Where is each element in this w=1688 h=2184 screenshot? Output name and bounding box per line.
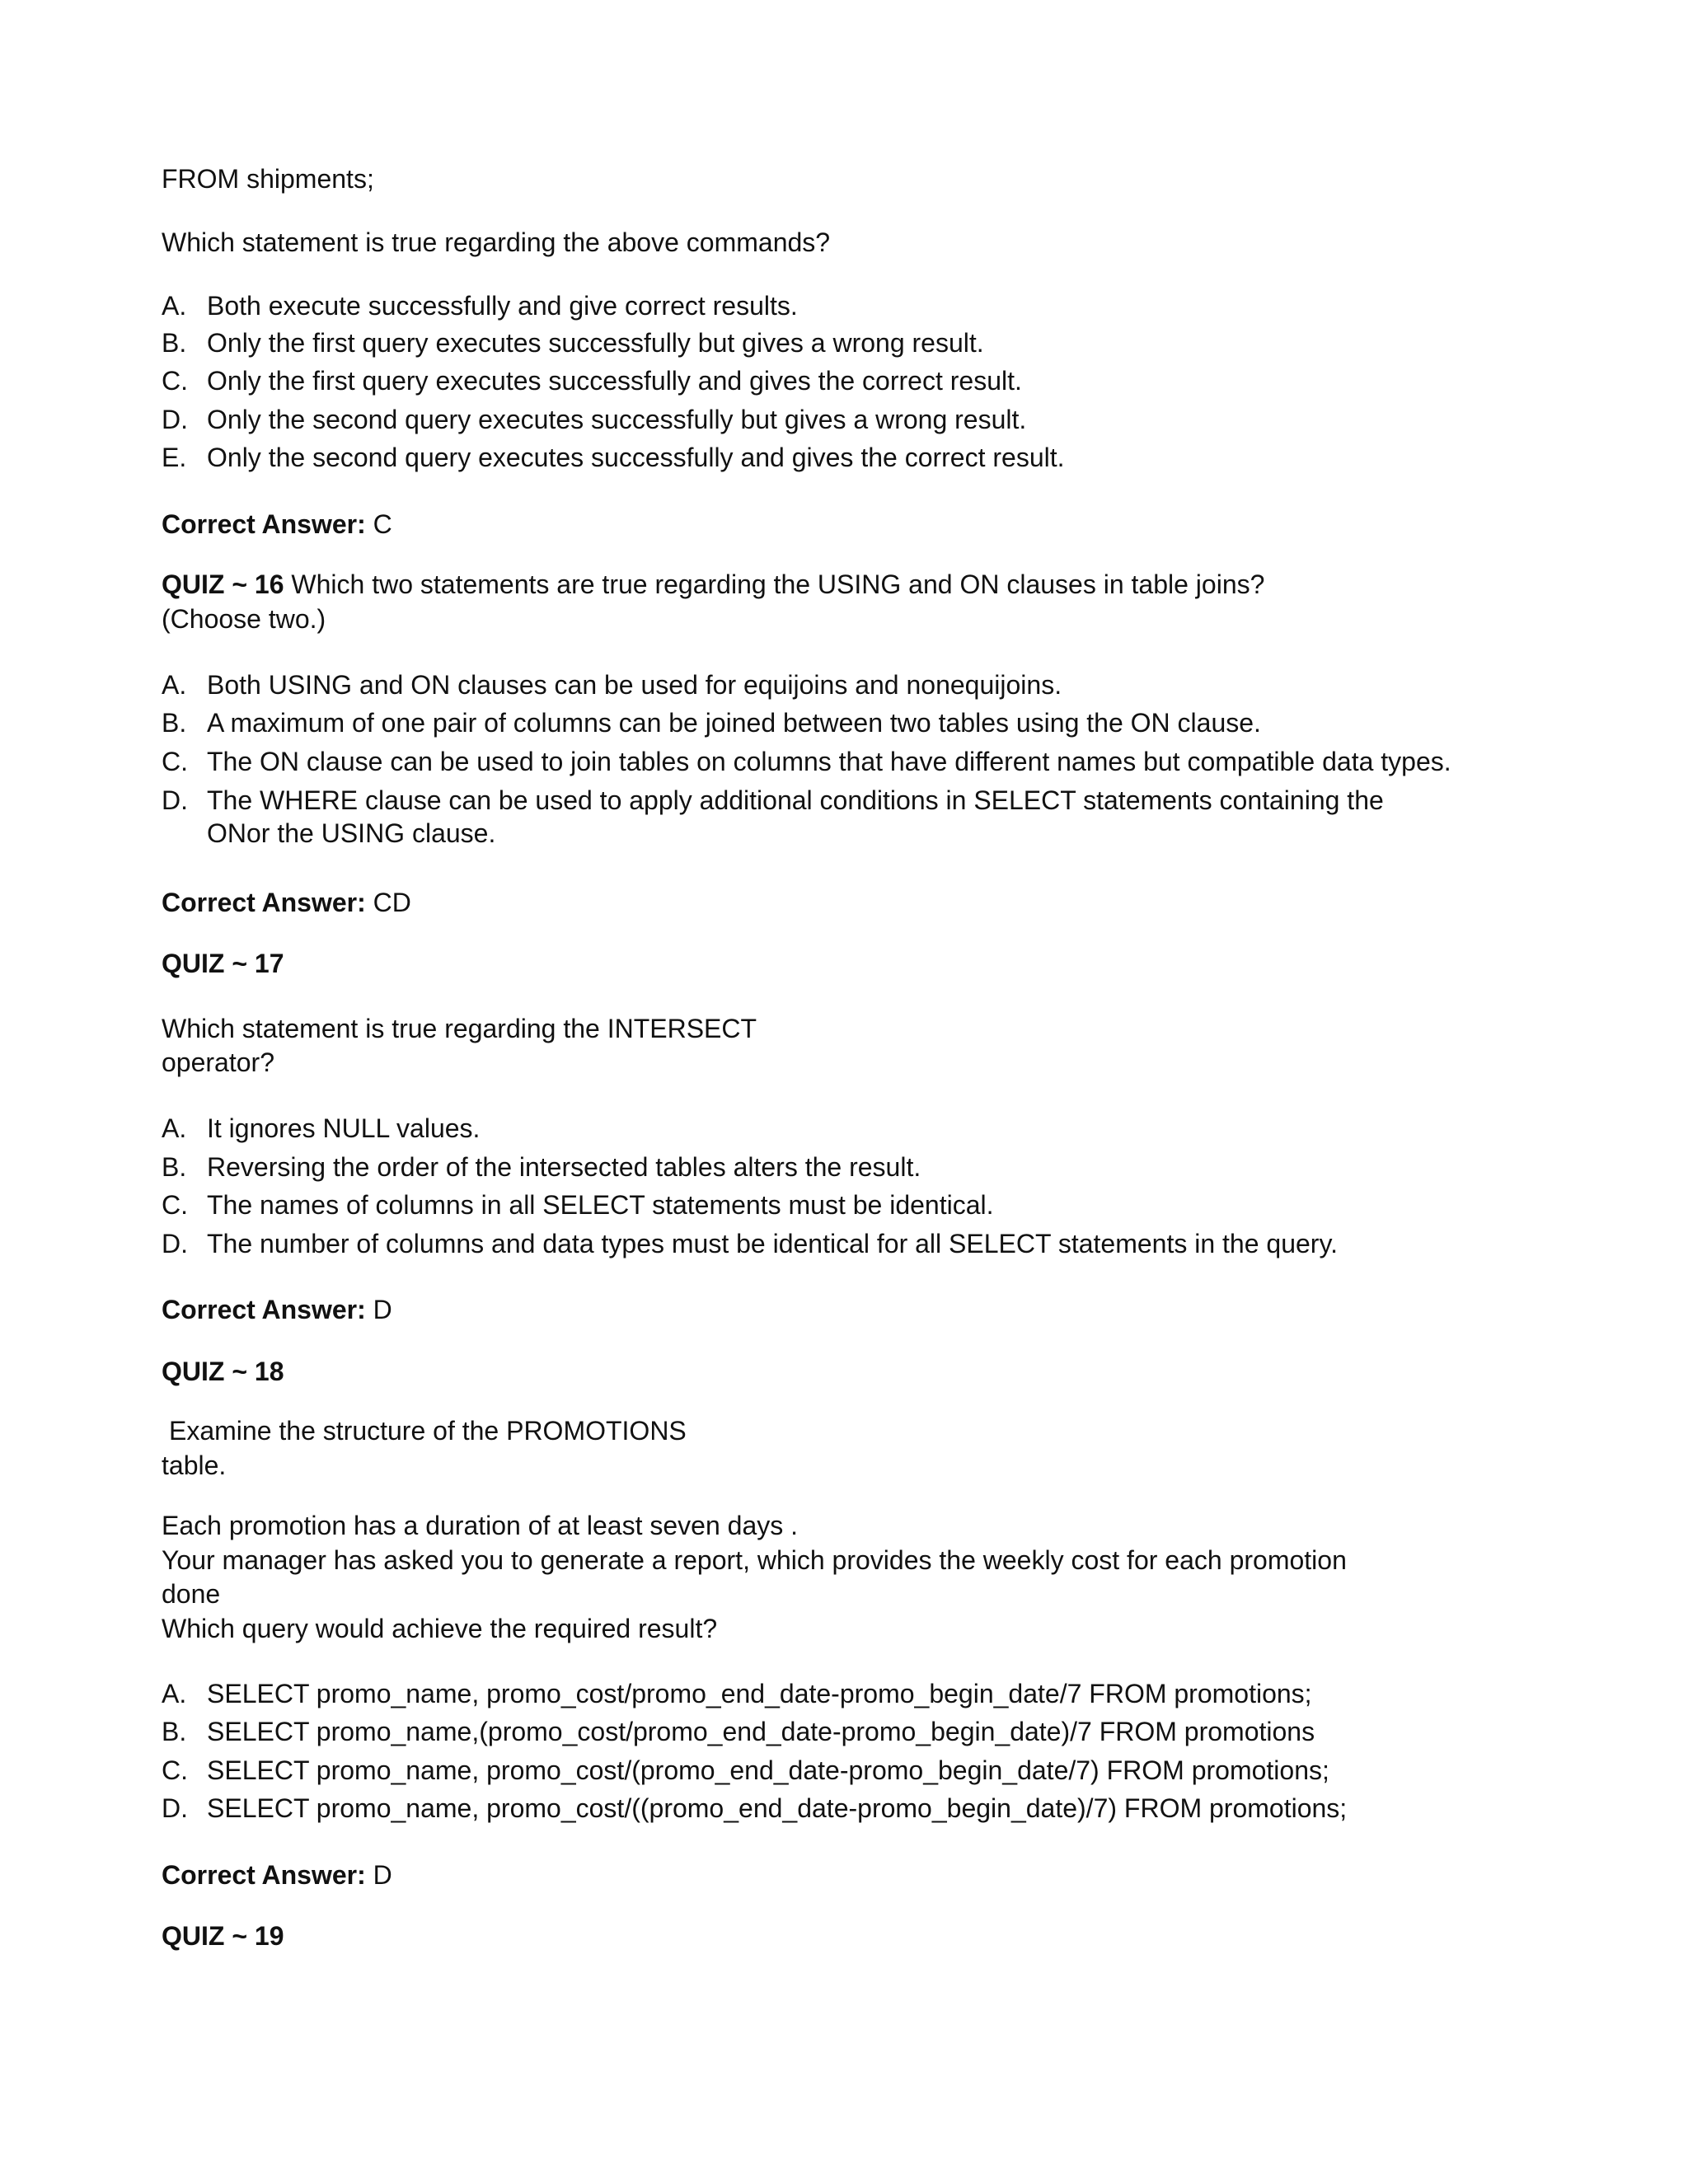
option-text: SELECT promo_name,(promo_cost/promo_end_date-promo_begin_date)/7 FROM promotions (207, 1717, 1315, 1746)
option-d (162, 402, 1026, 437)
correct-answer (162, 507, 392, 541)
option-text: The WHERE clause can be used to apply additional conditions in SELECT statements containing the (207, 785, 1384, 815)
option-letter: D. (162, 1229, 188, 1258)
paragraph-line: Each promotion has a duration of at least seven days . (162, 1511, 799, 1540)
option-a (162, 1111, 480, 1146)
option-e (162, 440, 1065, 475)
option-letter: E. (162, 443, 187, 472)
option-letter: B. (162, 1152, 187, 1182)
answer-value: D (373, 1860, 392, 1890)
option-text: Only the second query executes successfully but gives a wrong result. (207, 405, 1027, 434)
option-d (162, 1791, 1347, 1825)
intro-text-cont: table. (162, 1451, 227, 1480)
answer-value: D (373, 1295, 392, 1324)
option-text: A maximum of one pair of columns can be joined between two tables using the ON clause. (207, 708, 1261, 738)
question-16 (162, 567, 1264, 602)
option-d (162, 783, 1384, 818)
option-letter: C. (162, 1755, 188, 1785)
option-b (162, 1714, 1315, 1749)
question-text-cont: operator? (162, 1047, 274, 1077)
question-text-cont: (Choose two.) (162, 604, 326, 634)
intro-text: Examine the structure of the PROMOTIONS (169, 1416, 687, 1446)
option-text: Reversing the order of the intersected tables alters the result. (207, 1152, 921, 1182)
option-letter: D. (162, 1793, 188, 1823)
option-c (162, 363, 1022, 398)
quiz-label: QUIZ ~ 17 (162, 949, 284, 978)
option-letter: B. (162, 328, 187, 358)
answer-value: CD (373, 888, 411, 917)
option-text: The names of columns in all SELECT statements must be identical. (207, 1190, 994, 1220)
option-text: SELECT promo_name, promo_cost/((promo_end_date-promo_begin_date)/7) FROM promotions; (207, 1793, 1348, 1823)
answer-label: Correct Answer: (162, 509, 366, 539)
option-b (162, 705, 1261, 740)
code-line: FROM shipments; (162, 164, 374, 194)
option-text: Both USING and ON clauses can be used for equijoins and nonequijoins. (207, 670, 1062, 700)
option-letter: A. (162, 1679, 187, 1708)
answer-label: Correct Answer: (162, 1295, 366, 1324)
correct-answer (162, 1292, 392, 1327)
option-text: Only the first query executes successfully but gives a wrong result. (207, 328, 984, 358)
option-text: The ON clause can be used to join tables on columns that have different names but compatible data types. (207, 747, 1451, 776)
option-b (162, 1150, 921, 1184)
quiz-label: QUIZ ~ 16 (162, 569, 284, 599)
question-text: Which statement is true regarding the INTERSECT (162, 1014, 757, 1043)
answer-value: C (373, 509, 392, 539)
option-text: It ignores NULL values. (207, 1113, 481, 1143)
option-b (162, 326, 984, 360)
option-c (162, 744, 1451, 779)
option-c (162, 1188, 994, 1222)
option-letter: A. (162, 291, 187, 321)
correct-answer (162, 1858, 392, 1892)
option-d (162, 1226, 1338, 1261)
option-letter: B. (162, 708, 187, 738)
option-letter: B. (162, 1717, 187, 1746)
question-text: Which query would achieve the required result? (162, 1614, 718, 1643)
option-text: SELECT promo_name, promo_cost/promo_end_date-promo_begin_date/7 FROM promotions; (207, 1679, 1312, 1708)
question-text: Which statement is true regarding the above commands? (162, 227, 831, 257)
option-letter: C. (162, 747, 188, 776)
question-text: Which two statements are true regarding the USING and ON clauses in table joins? (291, 569, 1265, 599)
answer-label: Correct Answer: (162, 888, 366, 917)
option-text: SELECT promo_name, promo_cost/(promo_end_date-promo_begin_date/7) FROM promotions; (207, 1755, 1329, 1785)
correct-answer (162, 885, 411, 920)
option-letter: C. (162, 1190, 188, 1220)
option-letter: A. (162, 1113, 187, 1143)
answer-label: Correct Answer: (162, 1860, 366, 1890)
option-text: Only the first query executes successfully and gives the correct result. (207, 366, 1022, 396)
option-letter: D. (162, 405, 188, 434)
option-letter: C. (162, 366, 188, 396)
option-text: Only the second query executes successfully and gives the correct result. (207, 443, 1065, 472)
option-c (162, 1753, 1329, 1788)
option-letter: A. (162, 670, 187, 700)
paragraph-line: done (162, 1579, 221, 1609)
quiz-label: QUIZ ~ 18 (162, 1357, 284, 1386)
option-a (162, 668, 1062, 702)
option-a (162, 288, 798, 323)
quiz-label: QUIZ ~ 19 (162, 1921, 284, 1951)
option-d-continuation: ONor the USING clause. (207, 818, 496, 848)
option-a (162, 1676, 1312, 1711)
option-text: Both execute successfully and give correct results. (207, 291, 798, 321)
option-text: The number of columns and data types must be identical for all SELECT statements in the query. (207, 1229, 1338, 1258)
option-letter: D. (162, 785, 188, 815)
paragraph-line: Your manager has asked you to generate a report, which provides the weekly cost for each promotion (162, 1545, 1347, 1575)
